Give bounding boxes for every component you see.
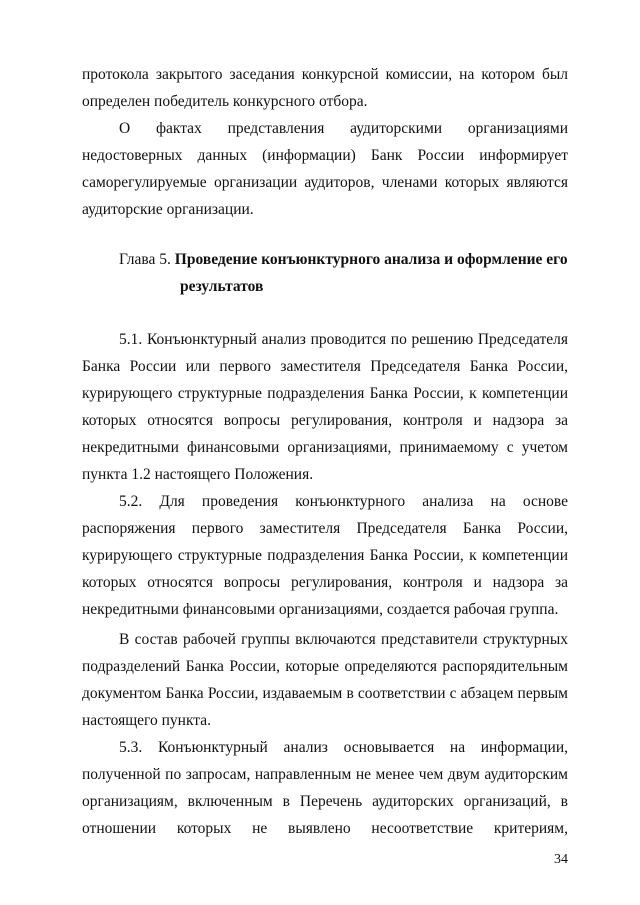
text-line: аудиторские организации. bbox=[82, 201, 254, 218]
text-line: некредитными финансовыми организациями, создается рабочая группа. bbox=[82, 601, 559, 618]
text-line: О фактах представления аудиторскими организациями bbox=[119, 120, 568, 137]
text-line: отношении которых не выявлено несоответствие критериям, bbox=[82, 820, 568, 837]
text-line: подразделений Банка России, которые определяются распорядительным bbox=[82, 658, 568, 675]
chapter-title-continuation: результатов bbox=[180, 278, 264, 295]
text-line: 5.1. Конъюнктурный анализ проводится по решению Председателя bbox=[119, 331, 568, 348]
text-line: пункта 1.2 настоящего Положения. bbox=[82, 466, 314, 483]
text-line: курирующего структурные подразделения Банка России, к компетенции bbox=[82, 385, 568, 402]
text-line: документом Банка России, издаваемым в соответствии с абзацем первым bbox=[82, 685, 568, 702]
text-line: В состав рабочей группы включаются представители структурных bbox=[119, 631, 568, 648]
chapter-title: Проведение конъюнктурного анализа и оформление его bbox=[174, 251, 568, 268]
text-line: 5.3. Конъюнктурный анализ основывается на информации, bbox=[119, 739, 568, 756]
text-line: распоряжения первого заместителя Председателя Банка России, bbox=[82, 520, 568, 537]
text-line: саморегулируемые организации аудиторов, членами которых являются bbox=[82, 174, 568, 191]
text-line: настоящего пункта. bbox=[82, 712, 212, 729]
text-line: которых относятся вопросы регулирования, контроля и надзора за bbox=[82, 574, 568, 591]
text-line: недостоверных данных (информации) Банк России информирует bbox=[82, 147, 568, 164]
text-line: 5.2. Для проведения конъюнктурного анализа на основе bbox=[119, 493, 568, 510]
chapter-heading bbox=[119, 250, 568, 270]
text-line: организациям, включенным в Перечень аудиторских организаций, в bbox=[82, 793, 568, 810]
text-line: курирующего структурные подразделения Банка России, к компетенции bbox=[82, 547, 568, 564]
text-line: протокола закрытого заседания конкурсной комиссии, на котором был bbox=[82, 66, 568, 83]
text-line: полученной по запросам, направленным не менее чем двум аудиторским bbox=[82, 766, 568, 783]
page-number: 34 bbox=[554, 852, 568, 867]
chapter-label: Глава 5. bbox=[119, 251, 171, 268]
text-line: которых относятся вопросы регулирования, контроля и надзора за bbox=[82, 412, 568, 429]
text-line: некредитными финансовыми организациями, принимаемому с учетом bbox=[82, 439, 568, 456]
text-line: Банка России или первого заместителя Председателя Банка России, bbox=[82, 358, 568, 375]
text-line: определен победитель конкурсного отбора. bbox=[82, 93, 368, 110]
